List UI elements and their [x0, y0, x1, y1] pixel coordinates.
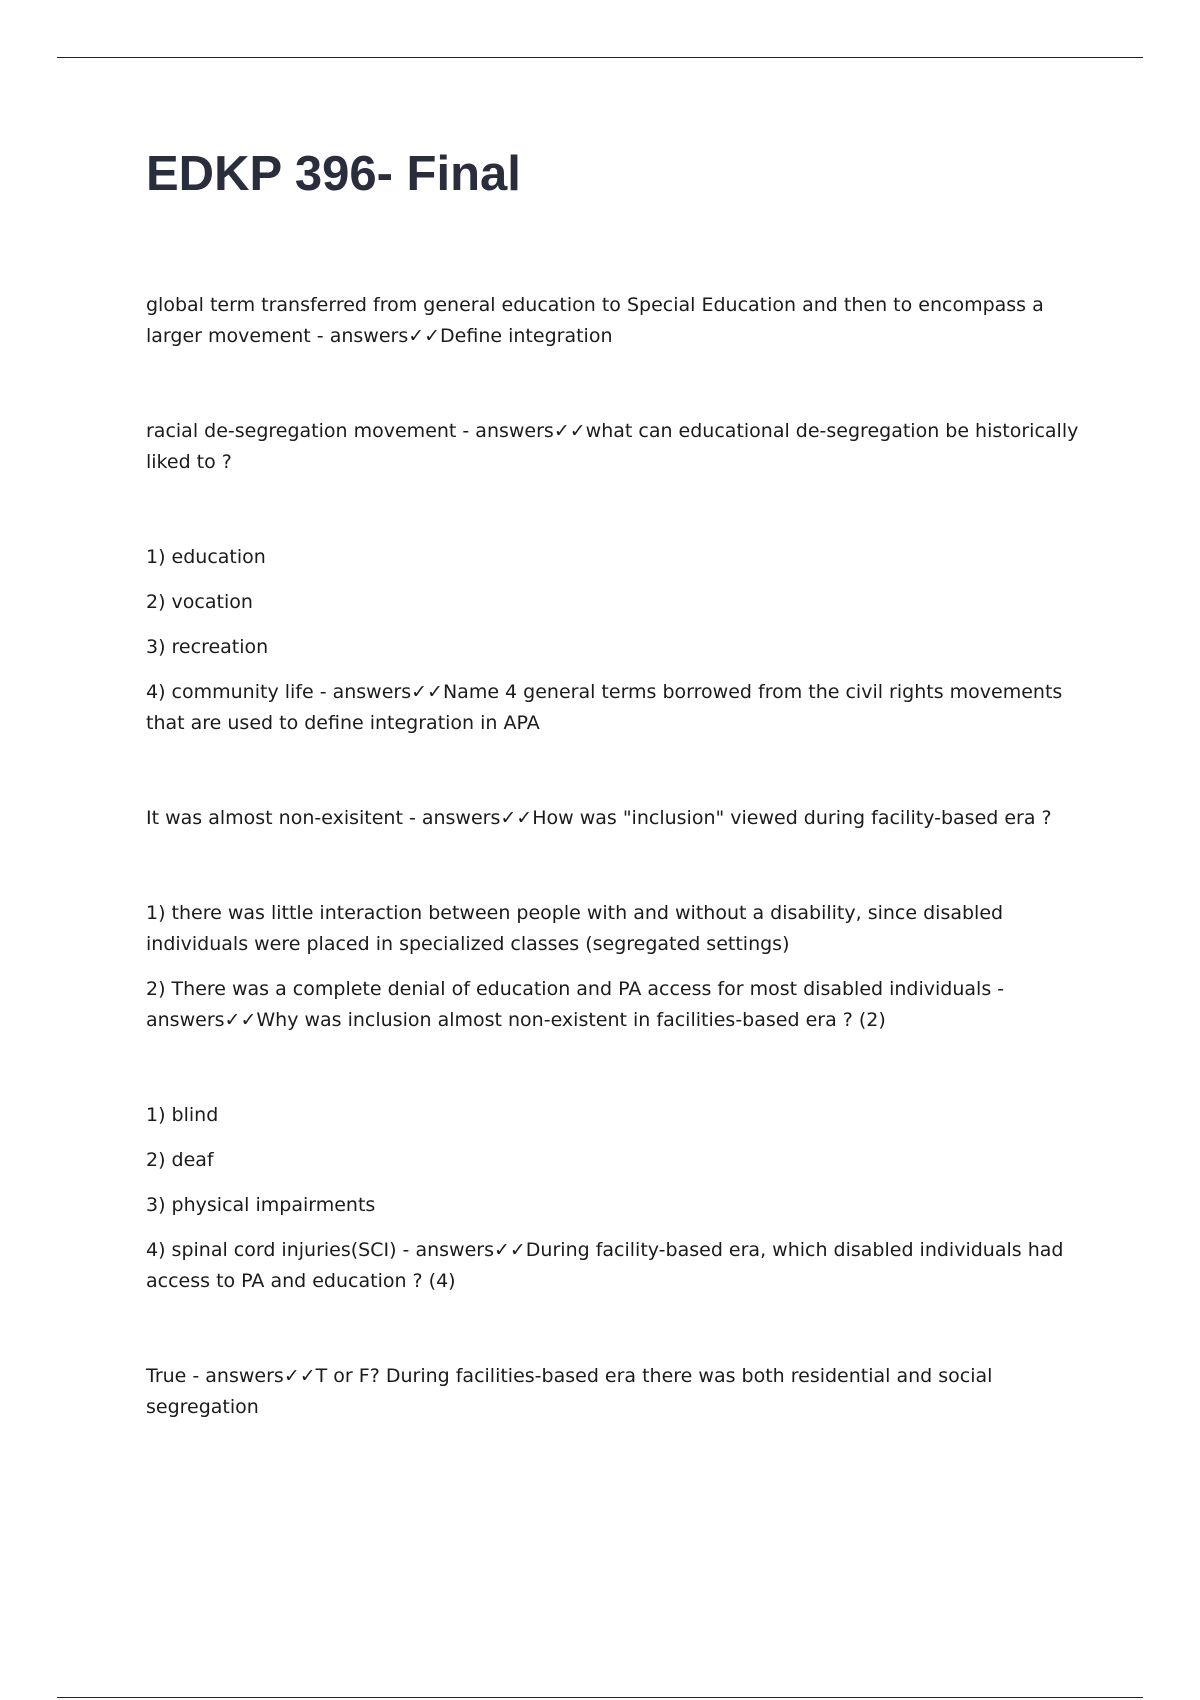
- top-rule: [57, 57, 1143, 58]
- card-5: [146, 898, 1086, 1036]
- card-text: 3) physical impairments: [146, 1194, 376, 1216]
- flashcard-list: [146, 290, 1086, 1487]
- card-6: [146, 1100, 1086, 1297]
- card-text: 3) recreation: [146, 636, 269, 658]
- card-7: [146, 1361, 1086, 1423]
- card-text: 1) education: [146, 546, 266, 568]
- card-text: 1) blind: [146, 1104, 219, 1126]
- card-text: 2) deaf: [146, 1149, 214, 1171]
- card-text: 1) there was little interaction between people with and without a disability, since disabled individuals were placed in specialized classes (segregated settings): [146, 902, 1004, 955]
- document-title: EDKP 396- Final: [146, 147, 521, 201]
- card-text: 2) There was a complete denial of education and PA access for most disabled individuals - answers✓✓Why was inclusion almost non-existent in facilities-based era ? (2): [146, 978, 1005, 1031]
- card-text: 4) spinal cord injuries(SCI) - answers✓✓During facility-based era, which disabled individuals had access to PA and education ? (4): [146, 1239, 1064, 1292]
- card-3: [146, 542, 1086, 739]
- card-text: 2) vocation: [146, 591, 253, 613]
- card-text: True - answers✓✓T or F? During facilities-based era there was both residential and social segregation: [146, 1365, 993, 1418]
- card-text: global term transferred from general education to Special Education and then to encompass a larger movement - answers✓✓Define integration: [146, 294, 1044, 347]
- card-text: It was almost non-exisitent - answers✓✓How was "inclusion" viewed during facility-based era ?: [146, 807, 1052, 829]
- card-text: racial de-segregation movement - answers✓✓what can educational de-segregation be historically liked to ?: [146, 420, 1079, 473]
- card-4: [146, 803, 1086, 834]
- card-1: [146, 290, 1086, 352]
- card-text: 4) community life - answers✓✓Name 4 general terms borrowed from the civil rights movements that are used to define integration in APA: [146, 681, 1063, 734]
- card-2: [146, 416, 1086, 478]
- bottom-rule: [57, 1697, 1143, 1698]
